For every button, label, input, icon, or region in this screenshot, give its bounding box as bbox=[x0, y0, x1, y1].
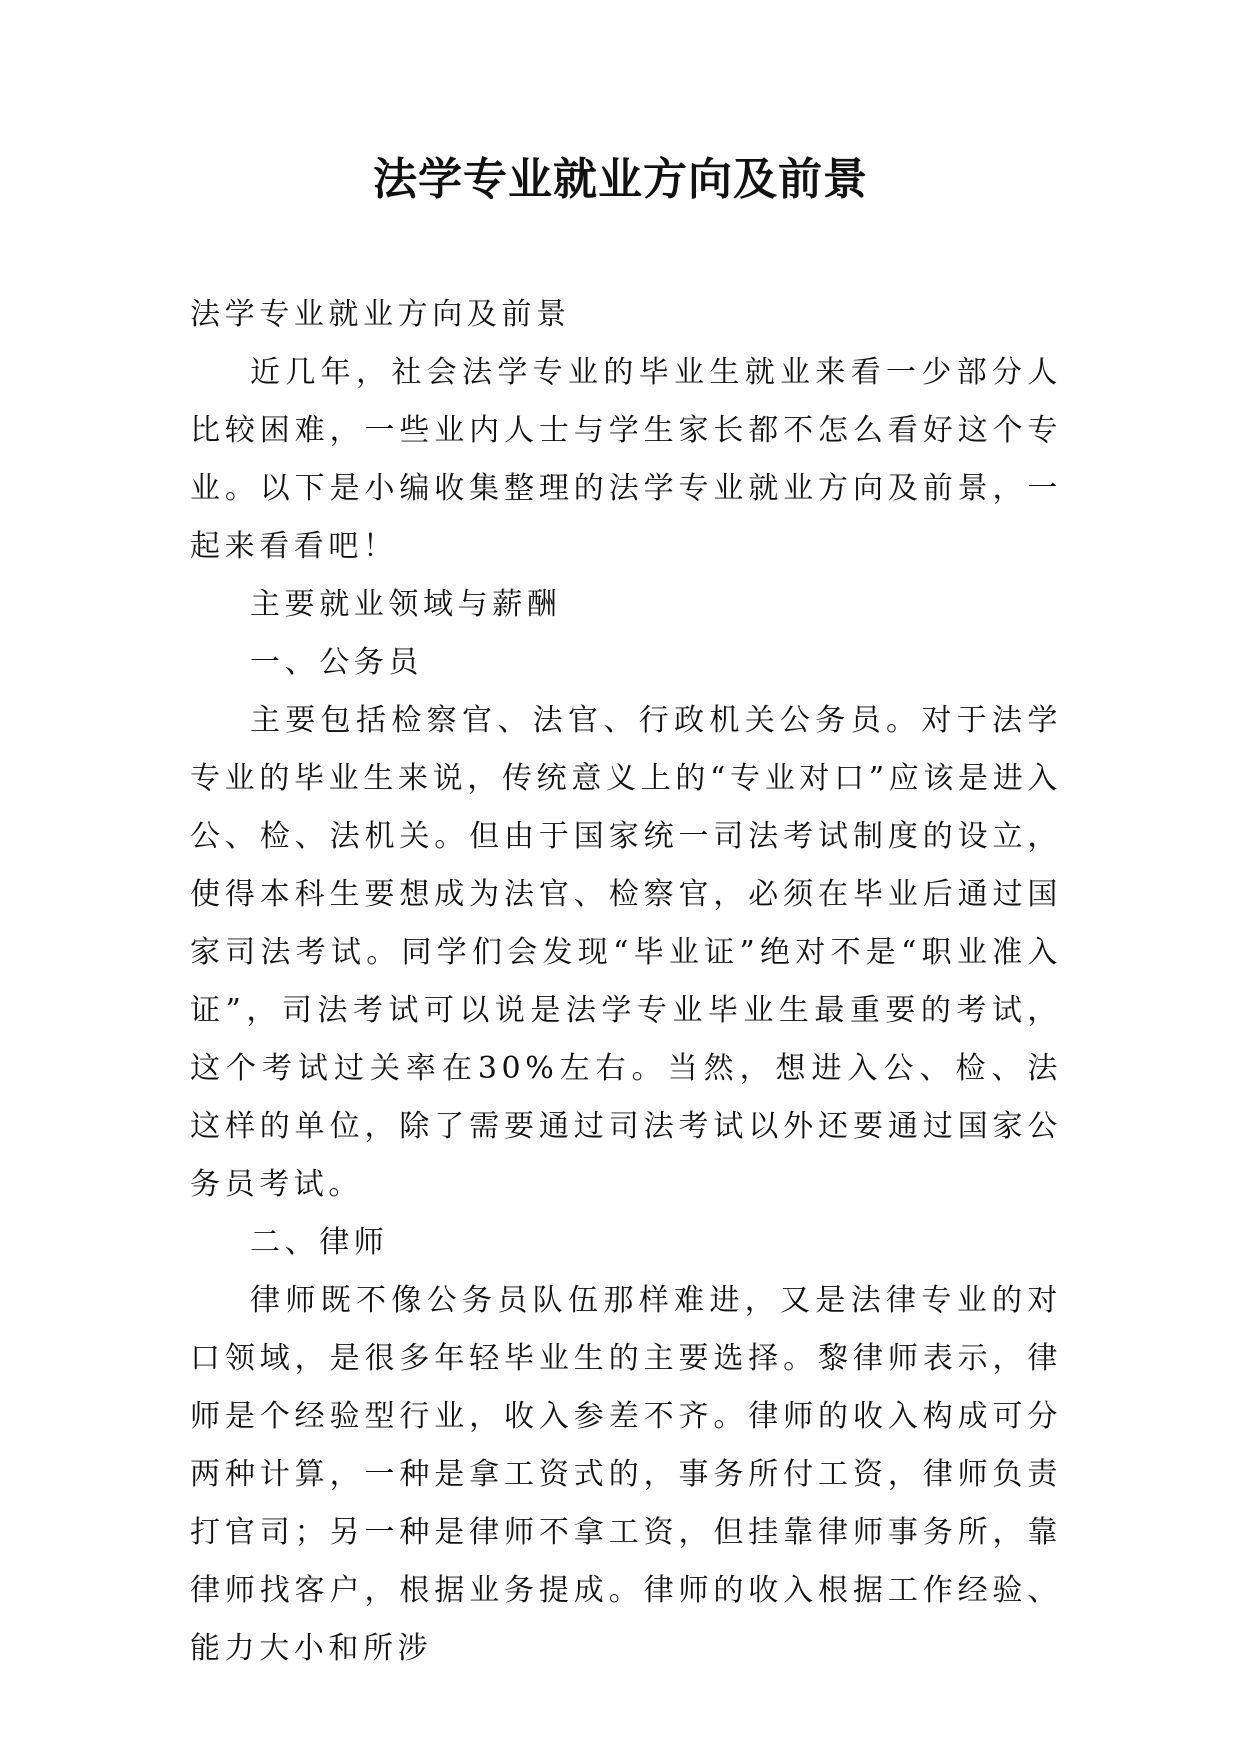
paragraph-lawyer: 律师既不像公务员队伍那样难进，又是法律专业的对口领域，是很多年轻毕业生的主要选择。黎律师表示，律师是个经验型行业，收入参差不齐。律师的收入构成可分两种计算，一种是拿工资式的，事务所付工资，律师负责打官司；另一种是律师不拿工资，但挂靠律师事务所，靠律师找客户，根据业务提成。律师的收入根据工作经验、能力大小和所涉 bbox=[190, 1283, 1062, 1666]
section-heading-civil-servant: 一、公务员 bbox=[250, 645, 423, 680]
paragraph-subtitle: 法学专业就业方向及前景 bbox=[190, 297, 571, 332]
paragraph-civil-servant: 主要包括检察官、法官、行政机关公务员。对于法学专业的毕业生来说，传统意义上的“专业对口”应该是进入公、检、法机关。但由于国家统一司法考试制度的设立，使得本科生要想成为法官、检察官，必须在毕业后通过国家司法考试。同学们会发现“毕业证”绝对不是“职业准入证”，司法考试可以说是法学专业毕业生最重要的考试，这个考试过关率在30%左右。当然，想进入公、检、法这样的单位，除了需要通过司法考试以外还要通过国家公务员考试。 bbox=[190, 703, 1062, 1202]
document-title: 法学专业就业方向及前景 bbox=[373, 154, 868, 205]
section-heading-employment: 主要就业领域与薪酬 bbox=[250, 587, 562, 622]
paragraph-intro: 近几年，社会法学专业的毕业生就业来看一少部分人比较困难，一些业内人士与学生家长都不怎么看好这个专业。以下是小编收集整理的法学专业就业方向及前景，一起来看看吧！ bbox=[190, 355, 1062, 564]
section-heading-lawyer: 二、律师 bbox=[250, 1225, 389, 1260]
document-body bbox=[190, 286, 1062, 1678]
